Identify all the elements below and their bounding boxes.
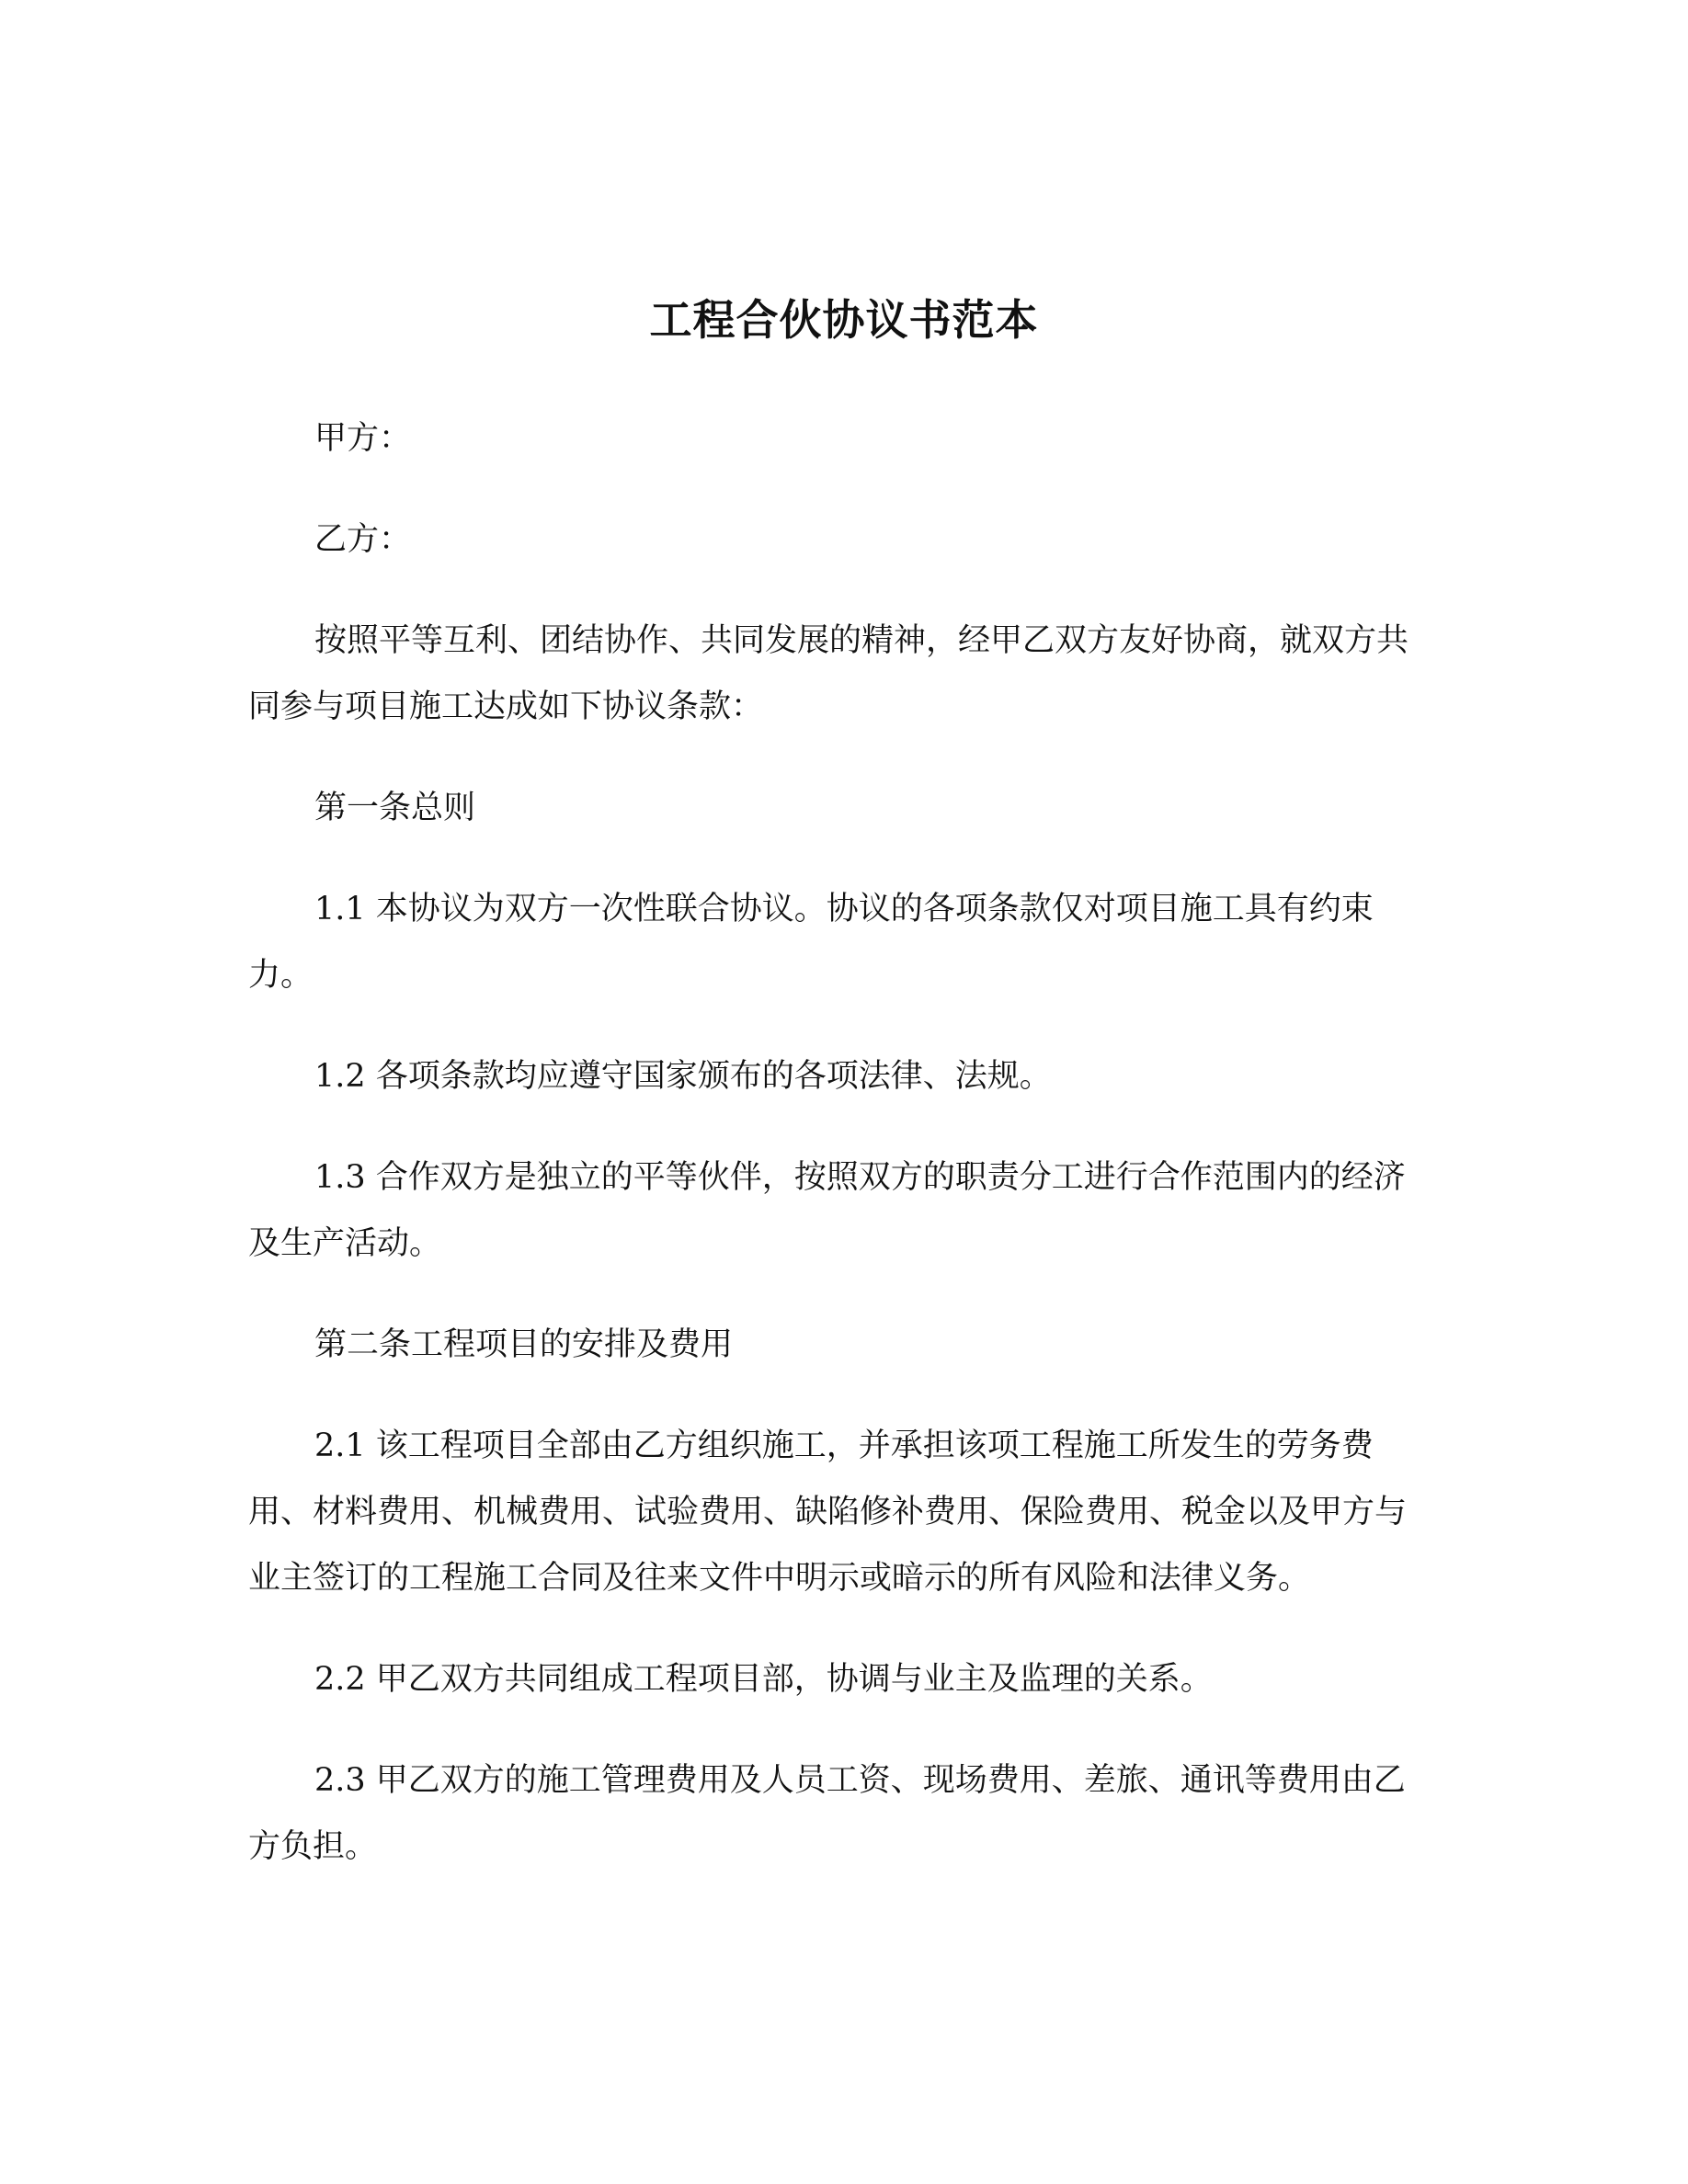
text-line: 方负担。 bbox=[248, 1828, 378, 1865]
paragraph bbox=[248, 608, 1434, 740]
text-line: 按照平等互利、团结协作、共同发展的精神，经甲乙双方友好协商，就双方共 bbox=[314, 622, 1409, 659]
text-line: 甲方： bbox=[314, 420, 412, 457]
paragraph bbox=[248, 405, 1434, 472]
text-line: 及生产活动。 bbox=[248, 1225, 442, 1262]
paragraph bbox=[248, 1747, 1434, 1880]
text-line: 1.1 本协议为双方一次性联合协议。协议的各项条款仅对项目施工具有约束 bbox=[314, 891, 1374, 927]
document-title: 工程合伙协议书范本 bbox=[649, 295, 1039, 345]
paragraph bbox=[248, 775, 1434, 841]
paragraph bbox=[248, 1413, 1434, 1611]
paragraph bbox=[248, 1144, 1434, 1277]
text-line: 力。 bbox=[248, 957, 314, 994]
paragraph bbox=[248, 1312, 1434, 1378]
text-line: 2.2 甲乙双方共同组成工程项目部，协调与业主及监理的关系。 bbox=[314, 1661, 1213, 1698]
text-line: 1.3 合作双方是独立的平等伙伴，按照双方的职责分工进行合作范围内的经济 bbox=[314, 1159, 1406, 1196]
text-line: 业主签订的工程施工合同及往来文件中明示或暗示的所有风险和法律义务。 bbox=[248, 1560, 1311, 1597]
paragraph bbox=[248, 506, 1434, 573]
text-line: 第二条工程项目的安排及费用 bbox=[314, 1326, 734, 1363]
paragraph bbox=[248, 876, 1434, 1008]
text-line: 1.2 各项条款均应遵守国家颁布的各项法律、法规。 bbox=[314, 1058, 1052, 1095]
paragraph bbox=[248, 1646, 1434, 1712]
text-line: 2.3 甲乙双方的施工管理费用及人员工资、现场费用、差旅、通讯等费用由乙 bbox=[314, 1762, 1406, 1799]
paragraph bbox=[248, 1043, 1434, 1109]
document-body bbox=[248, 405, 1434, 1915]
text-line: 同参与项目施工达成如下协议条款： bbox=[248, 688, 764, 725]
text-line: 2.1 该工程项目全部由乙方组织施工，并承担该项工程施工所发生的劳务费 bbox=[314, 1428, 1374, 1464]
text-line: 乙方： bbox=[314, 521, 412, 558]
text-line: 用、材料费用、机械费用、试验费用、缺陷修补费用、保险费用、税金以及甲方与 bbox=[248, 1494, 1408, 1530]
text-line: 第一条总则 bbox=[314, 790, 476, 826]
